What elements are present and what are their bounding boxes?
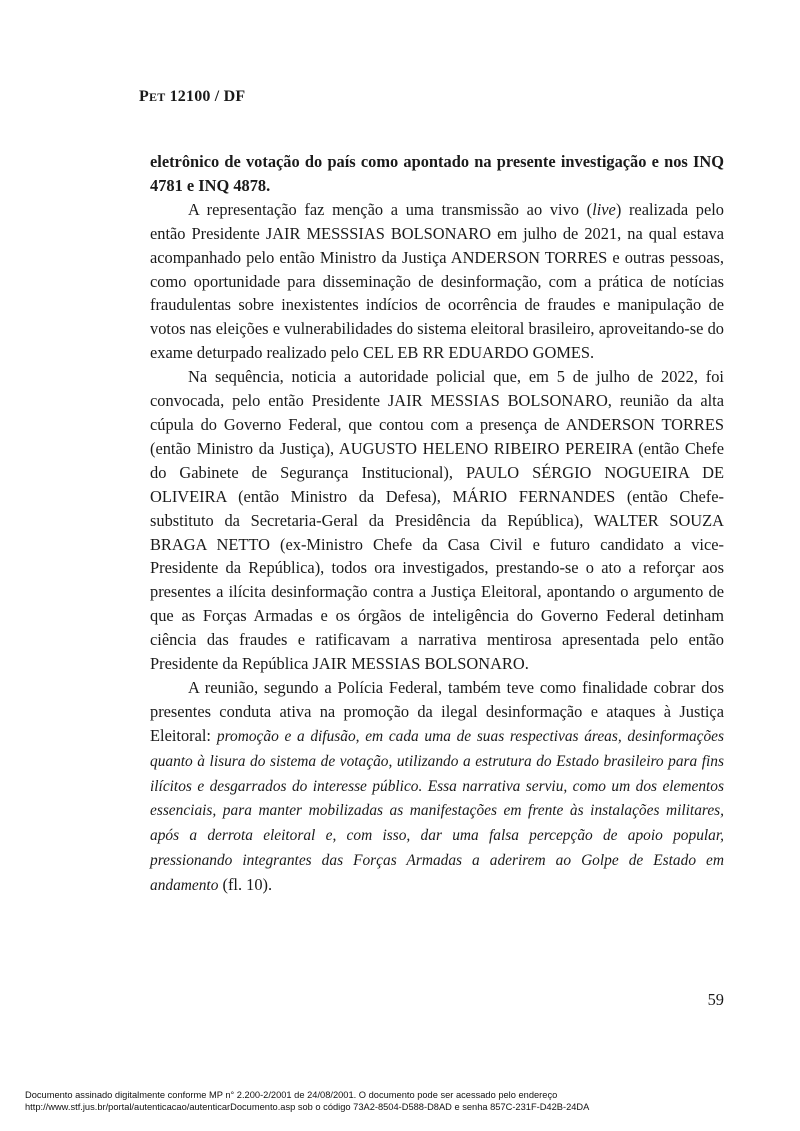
paragraph-meeting: Na sequência, noticia a autoridade policial que, em 5 de julho de 2022, foi convocada, pelo então Presidente JAIR MESSIAS BOLSONARO, reunião da alta cúpula do Governo Federal, que contou com a presença de ANDERSON TORRES (então Ministro da Justiça), AUGUSTO HELENO RIBEIRO PEREIRA (então Chefe do Gabinete de Segurança Institucional), PAULO SÉRGIO NOGUEIRA DE OLIVEIRA (então Ministro da Defesa), MÁRIO FERNANDES (então Chefe-substituto da Secretaria-Geral da Presidência da República), WALTER SOUZA BRAGA NETTO (ex-Ministro Chefe da Casa Civil e futuro candidato a vice-Presidente da República), todos ora investigados, prestando-se o ato a reforçar aos presentes a ilícita desinformação contra a Justiça Eleitoral, apontando o argumento de que as Forças Armadas e os órgãos de inteligência do Governo Federal detinham ciência das fraudes e ratificavam a narrativa mentirosa apresentada pelo então Presidente da República JAIR MESSIAS BOLSONARO. [150,367,724,674]
paragraph-live-text-b: ) realizada pelo então Presidente JAIR MESSSIAS BOLSONARO em julho de 2021, na qual estava acompanhado pelo então Ministro da Justiça ANDERSON TORRES e outras pessoas, como oportunidade para disseminação de desinformação, com a prática de notícias fraudulentas sobre inexistentes indícios de ocorrência de fraudes e manipulação de votos nas eleições e vulnerabilidades do sistema eleitoral brasileiro, aproveitando-se do exame deturpado realizado pelo CEL EB RR EDUARDO GOMES. [150,199,725,363]
page-number: 59 [707,990,724,1009]
digital-signature-footer [25,1089,785,1113]
paragraph-purpose-text-b: (fl. 10). [218,875,273,895]
paragraph-live-text-a: A representação faz menção a uma transmissão ao vivo ( [188,199,593,219]
footer-line-2: http://www.stf.jus.br/portal/autenticacao/autenticarDocumento.asp sob o código 73A2-8504-D588-D8AD e senha 857C-231F-D42B-24DA [25,1102,590,1112]
paragraph-purpose-quote: promoção e a difusão, em cada uma de suas respectivas áreas, desinformações quanto à lisura do sistema de votação, utilizando a estrutura do Estado brasileiro para fins ilícitos e desgarrados do interesse público. Essa narrativa serviu, como um dos elementos essenciais, para manter mobilizadas as manifestações em frente às instalações militares, após a derrota eleitoral e, com isso, dar uma falsa percepção de apoio popular, pressionando integrantes das Forças Armadas a aderirem ao Golpe de Estado em andamento [150,727,724,895]
header-pet-initial: P [139,88,149,105]
paragraph-continuation: eletrônico de votação do país como apontado na presente investigação e nos INQ 4781 e INQ 4878. [150,152,724,195]
footer-line-1: Documento assinado digitalmente conforme MP n° 2.200-2/2001 de 24/08/2001. O documento pode ser acessado pelo endereço [25,1090,558,1100]
page-header [139,88,245,106]
header-case-id: 12100 / DF [169,88,246,105]
paragraph-live-transmission [150,198,724,365]
header-pet-rest: ET [148,90,166,104]
paragraph-purpose-text-a: A reunião, segundo a Polícia Federal, também teve como finalidade cobrar dos presentes conduta ativa na promoção da ilegal desinformação e ataques à Justiça Eleitoral: [150,677,724,745]
paragraph-live-word: live [592,199,616,219]
document-body [150,150,724,898]
paragraph-meeting-purpose [150,676,724,898]
